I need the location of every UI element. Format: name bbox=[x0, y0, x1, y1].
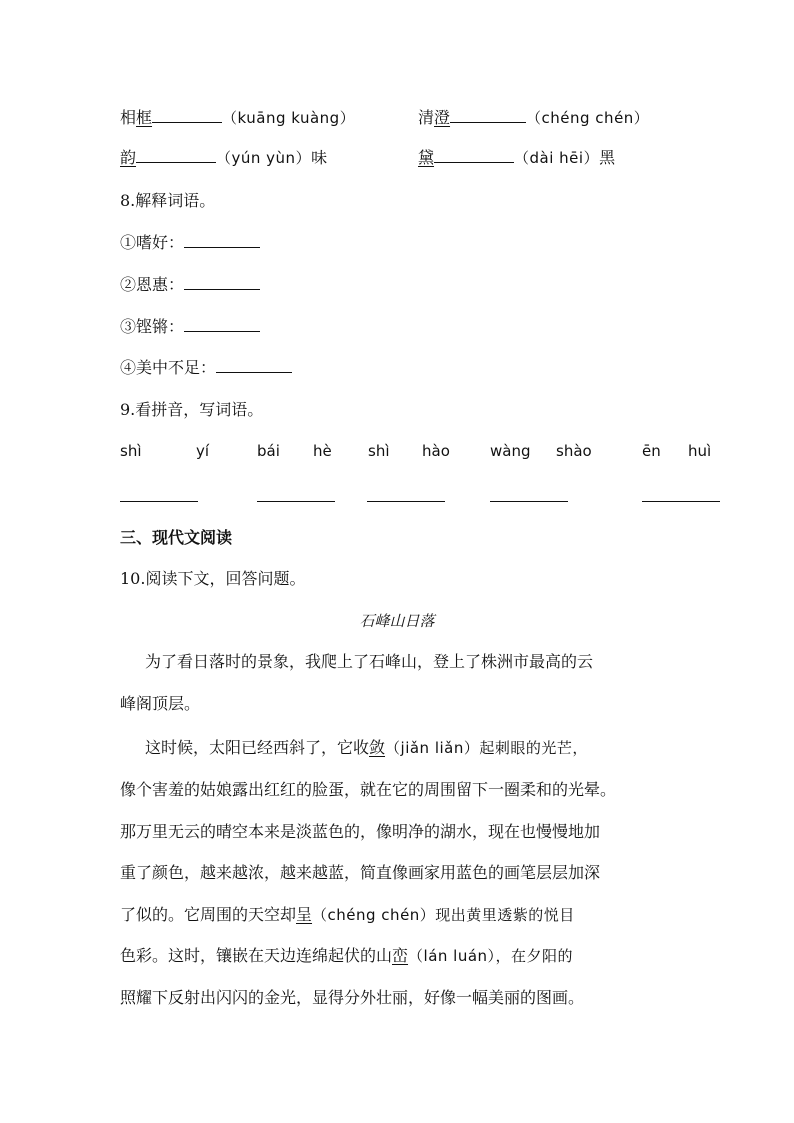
section-heading: 三、现代文阅读 bbox=[120, 528, 233, 547]
passage-line: 重了颜色，越来越浓，越来越蓝，简直像画家用蓝色的画笔层层加深 bbox=[120, 863, 601, 882]
q8-item-label: ③铿锵： bbox=[120, 317, 185, 336]
q7-item-3 bbox=[120, 146, 327, 170]
q9-pinyin: hè bbox=[313, 442, 332, 460]
q7-item-2 bbox=[418, 106, 649, 130]
passage-line: 那万里无云的晴空本来是淡蓝色的，像明净的湖水，现在也慢慢地加 bbox=[120, 822, 601, 841]
q9-pinyin: hào bbox=[422, 442, 450, 460]
q7-item-word: 框 bbox=[136, 108, 153, 127]
q8-item-2 bbox=[120, 273, 260, 297]
q7-item-4 bbox=[418, 146, 615, 170]
passage-line: 照耀下反射出闪闪的金光，显得分外壮丽，好像一幅美丽的图画。 bbox=[120, 988, 585, 1007]
q7-item-suffix: 味 bbox=[311, 148, 328, 167]
q9-heading: 9.看拼音，写词语。 bbox=[120, 400, 264, 419]
q9-pinyin: shào bbox=[556, 442, 592, 460]
passage-text: （lán luán），在夕阳的 bbox=[408, 947, 574, 965]
underlined-word: 峦 bbox=[392, 946, 409, 965]
passage-text: 了似的。它周围的天空却 bbox=[120, 905, 297, 924]
answer-blank[interactable] bbox=[152, 106, 222, 123]
answer-blank[interactable] bbox=[120, 501, 198, 502]
answer-blank[interactable] bbox=[434, 146, 514, 163]
passage-text: （chéng chén）现出黄里透紫的悦目 bbox=[312, 906, 575, 924]
answer-blank[interactable] bbox=[184, 231, 260, 248]
passage-title: 石峰山日落 bbox=[359, 612, 435, 630]
answer-blank[interactable] bbox=[490, 501, 568, 502]
q7-item-prefix: 相 bbox=[120, 108, 137, 127]
answer-blank[interactable] bbox=[216, 356, 292, 373]
q7-item-pinyin: （chéng chén） bbox=[526, 109, 650, 127]
q7-item-suffix: 黑 bbox=[599, 148, 616, 167]
q7-item-word: 澄 bbox=[434, 108, 451, 127]
passage-line bbox=[120, 903, 575, 927]
underlined-word: 敛 bbox=[369, 738, 386, 757]
underlined-word: 呈 bbox=[296, 905, 313, 924]
q8-item-4 bbox=[120, 356, 292, 380]
q8-item-label: ④美中不足： bbox=[120, 358, 217, 377]
answer-blank[interactable] bbox=[367, 501, 445, 502]
q9-pinyin: wàng bbox=[490, 442, 531, 460]
passage-text: 这时候，太阳已经西斜了，它收 bbox=[145, 738, 370, 757]
answer-blank[interactable] bbox=[136, 146, 216, 163]
q10-heading: 10.阅读下文，回答问题。 bbox=[120, 569, 306, 588]
q9-pinyin: huì bbox=[688, 442, 712, 460]
q9-pinyin: shì bbox=[120, 442, 142, 460]
answer-blank[interactable] bbox=[184, 315, 260, 332]
q7-item-1 bbox=[120, 106, 355, 130]
answer-blank[interactable] bbox=[184, 273, 260, 290]
passage-line bbox=[145, 736, 588, 760]
passage-line: 峰阁顶层。 bbox=[120, 694, 201, 713]
passage-line bbox=[120, 944, 573, 968]
q7-item-pinyin: （kuāng kuàng） bbox=[222, 109, 356, 127]
passage-line: 像个害羞的姑娘露出红红的脸蛋，就在它的周围留下一圈柔和的光晕。 bbox=[120, 780, 617, 799]
passage-line: 为了看日落时的景象，我爬上了石峰山，登上了株洲市最高的云 bbox=[145, 652, 594, 671]
q7-item-pinyin: （yún yùn） bbox=[216, 149, 312, 167]
passage-text: 色彩。这时，镶嵌在天边连绵起伏的山 bbox=[120, 946, 393, 965]
q8-heading: 8.解释词语。 bbox=[120, 191, 216, 210]
q8-item-label: ②恩惠： bbox=[120, 275, 185, 294]
answer-blank[interactable] bbox=[257, 501, 335, 502]
answer-blank[interactable] bbox=[450, 106, 526, 123]
q9-pinyin: yí bbox=[196, 442, 210, 460]
q8-item-label: ①嗜好： bbox=[120, 233, 185, 252]
passage-text: （jiǎn liǎn）起刺眼的光芒， bbox=[385, 739, 588, 757]
q9-pinyin: ēn bbox=[642, 442, 661, 460]
q8-item-3 bbox=[120, 315, 260, 339]
q7-item-word: 黛 bbox=[418, 148, 435, 167]
q9-pinyin: bái bbox=[257, 442, 280, 460]
q7-item-prefix: 清 bbox=[418, 108, 435, 127]
q8-item-1 bbox=[120, 231, 260, 255]
answer-blank[interactable] bbox=[642, 501, 720, 502]
q7-item-word: 韵 bbox=[120, 148, 137, 167]
q9-pinyin: shì bbox=[368, 442, 390, 460]
q7-item-pinyin: （dài hēi） bbox=[514, 149, 600, 167]
